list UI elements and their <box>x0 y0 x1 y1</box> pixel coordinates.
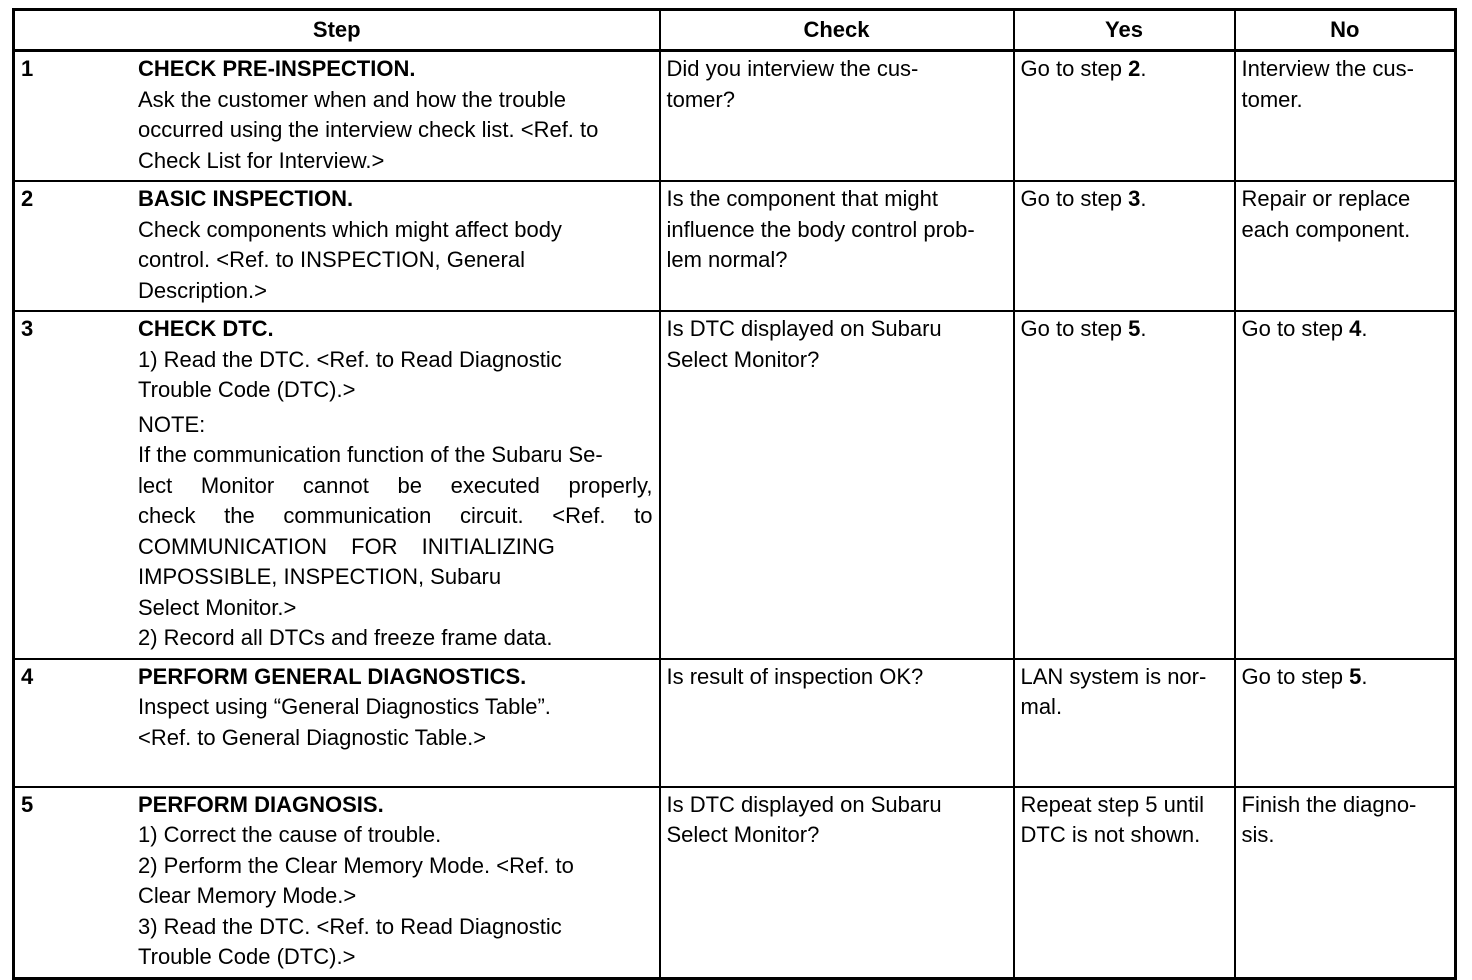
step-text: 2) Perform the Clear Memory Mode. <Ref. to <box>138 852 574 878</box>
header-check: Check <box>660 10 1014 51</box>
note-text: lect Monitor cannot be executed properly, <box>138 472 653 498</box>
no-text: sis. <box>1241 822 1275 847</box>
yes-text: Go to step <box>1020 56 1129 81</box>
step-title: PERFORM DIAGNOSIS. <box>138 791 384 817</box>
no-text: each component. <box>1241 216 1411 242</box>
yes-cell <box>1014 51 1235 182</box>
no-text: Go to step <box>1241 316 1350 341</box>
step-title: CHECK PRE-INSPECTION. <box>138 56 416 81</box>
step-text: 2) Record all DTCs and freeze frame data. <box>138 625 553 650</box>
step-text: Description.> <box>138 277 268 303</box>
note-text: COMMUNICATION FOR INITIALIZING <box>138 533 555 559</box>
table-row <box>14 181 1456 311</box>
check-text: Select Monitor? <box>666 822 820 847</box>
step-cell <box>14 181 660 311</box>
step-cell <box>14 51 660 182</box>
step-number: 3 <box>21 316 34 341</box>
check-cell <box>660 659 1014 787</box>
step-text: 1) Read the DTC. <Ref. to Read Diagnostic <box>138 346 562 372</box>
step-text: <Ref. to General Diagnostic Table.> <box>138 724 487 750</box>
note-label: NOTE: <box>138 411 206 437</box>
step-text: 3) Read the DTC. <Ref. to Read Diagnostic <box>138 913 562 939</box>
no-cell <box>1235 51 1456 182</box>
header-step: Step <box>14 10 660 51</box>
yes-text: DTC is not shown. <box>1020 822 1201 847</box>
header-no: No <box>1235 10 1456 51</box>
diagnostic-procedure-table <box>12 8 1457 980</box>
no-text: tomer. <box>1241 86 1303 112</box>
note-text: Select Monitor.> <box>138 594 297 620</box>
header-row <box>14 10 1456 51</box>
step-text: Clear Memory Mode.> <box>138 883 357 908</box>
no-step-ref: 5 <box>1349 663 1362 689</box>
note-text: check the communication circuit. <Ref. to <box>138 503 653 528</box>
no-cell <box>1235 787 1456 979</box>
check-cell <box>660 181 1014 311</box>
no-text: . <box>1361 316 1368 341</box>
yes-text: Repeat step 5 until <box>1020 791 1204 817</box>
no-cell <box>1235 181 1456 311</box>
step-text: Inspect using “General Diagnostics Table”. <box>138 694 551 719</box>
step-number: 5 <box>21 791 34 817</box>
check-text: influence the body control prob- <box>666 216 975 242</box>
check-text: tomer? <box>666 86 735 112</box>
note-text: If the communication function of the Subaru Se- <box>138 442 603 467</box>
yes-step-ref: 5 <box>1128 316 1141 341</box>
step-title: CHECK DTC. <box>138 316 274 341</box>
no-cell <box>1235 311 1456 659</box>
table-row <box>14 659 1456 787</box>
check-cell <box>660 311 1014 659</box>
no-text: Finish the diagno- <box>1241 791 1417 817</box>
step-text: control. <Ref. to INSPECTION, General <box>138 247 525 272</box>
step-number: 4 <box>21 663 34 689</box>
yes-text: . <box>1140 56 1147 81</box>
step-text: Check components which might affect body <box>138 216 562 242</box>
yes-step-ref: 3 <box>1128 186 1141 211</box>
step-title: BASIC INSPECTION. <box>138 186 354 211</box>
no-text: Interview the cus- <box>1241 56 1414 81</box>
step-text: 1) Correct the cause of trouble. <box>138 822 442 847</box>
step-number: 1 <box>21 56 34 81</box>
table-row <box>14 311 1456 659</box>
step-text: Trouble Code (DTC).> <box>138 944 356 969</box>
check-cell <box>660 787 1014 979</box>
yes-text: Go to step <box>1020 186 1129 211</box>
yes-text: Go to step <box>1020 316 1129 341</box>
step-cell <box>14 659 660 787</box>
yes-cell <box>1014 311 1235 659</box>
yes-text: . <box>1140 186 1147 211</box>
step-cell <box>14 311 660 659</box>
check-text: lem normal? <box>666 247 788 272</box>
no-cell <box>1235 659 1456 787</box>
check-text: Select Monitor? <box>666 346 820 372</box>
no-text: Repair or replace <box>1241 186 1411 211</box>
yes-cell <box>1014 659 1235 787</box>
note-text: IMPOSSIBLE, INSPECTION, Subaru <box>138 564 502 589</box>
no-text: Go to step <box>1241 663 1350 689</box>
yes-step-ref: 2 <box>1128 56 1141 81</box>
step-cell <box>14 787 660 979</box>
no-step-ref: 4 <box>1349 316 1362 341</box>
header-yes: Yes <box>1014 10 1235 51</box>
yes-cell <box>1014 181 1235 311</box>
step-text: Trouble Code (DTC).> <box>138 377 356 402</box>
yes-text: mal. <box>1020 694 1063 719</box>
step-text: Check List for Interview.> <box>138 147 385 173</box>
no-text: . <box>1361 663 1368 689</box>
yes-text: . <box>1140 316 1147 341</box>
yes-cell <box>1014 787 1235 979</box>
table-row <box>14 787 1456 979</box>
check-text: Is DTC displayed on Subaru <box>666 316 942 341</box>
table-row <box>14 51 1456 182</box>
step-number: 2 <box>21 186 34 211</box>
check-text: Is result of inspection OK? <box>666 663 924 689</box>
step-title: PERFORM GENERAL DIAGNOSTICS. <box>138 663 527 689</box>
check-text: Is the component that might <box>666 186 938 211</box>
step-text: occurred using the interview check list. <Ref. to <box>138 117 599 142</box>
step-text: Ask the customer when and how the trouble <box>138 86 567 112</box>
yes-text: LAN system is nor- <box>1020 663 1207 689</box>
check-text: Did you interview the cus- <box>666 56 919 81</box>
check-text: Is DTC displayed on Subaru <box>666 791 942 817</box>
check-cell <box>660 51 1014 182</box>
